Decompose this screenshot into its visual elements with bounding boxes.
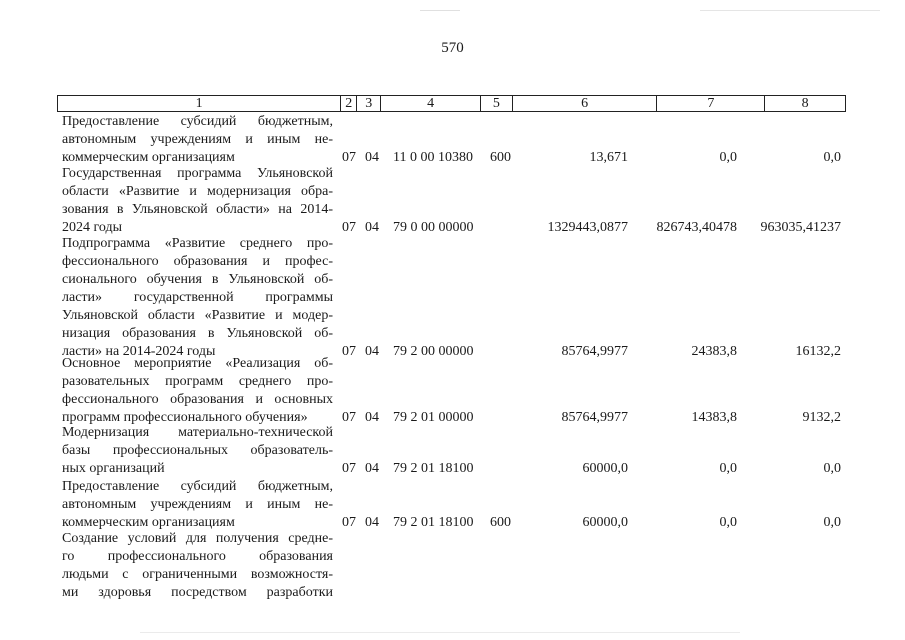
description-line: автономным учреждениям и иным не- xyxy=(62,497,333,512)
amount-col-8: 16132,2 xyxy=(795,344,841,359)
description-line: низация образования в Ульяновской об- xyxy=(62,326,333,341)
description-line: ных организаций xyxy=(62,461,165,476)
amount-col-8: 0,0 xyxy=(823,461,841,476)
header-col-3: 3 xyxy=(357,96,381,111)
subsection-code: 04 xyxy=(365,220,379,235)
subsection-code: 04 xyxy=(365,150,379,165)
description-line: коммерческим организациям xyxy=(62,515,235,530)
subsection-code: 04 xyxy=(365,461,379,476)
description-line: Ульяновской области «Развитие и модер- xyxy=(62,308,333,323)
description-line: Государственная программа Ульяновской xyxy=(62,166,333,181)
row-description xyxy=(62,355,333,427)
description-line: фессионального образования и основных xyxy=(62,392,333,407)
description-line: людьми с ограниченными возможностя- xyxy=(62,567,333,582)
description-line: программ профессионального обучения» xyxy=(62,410,308,425)
row-description xyxy=(62,530,333,602)
target-article-code: 79 2 00 00000 xyxy=(393,344,474,359)
description-line: Предоставление субсидий бюджетным, xyxy=(62,114,333,129)
target-article-code: 79 2 01 18100 xyxy=(393,461,474,476)
amount-col-7: 24383,8 xyxy=(691,344,737,359)
description-line: сионального обучения в Ульяновской об- xyxy=(62,272,333,287)
description-line: коммерческим организациям xyxy=(62,150,235,165)
amount-col-7: 0,0 xyxy=(719,515,737,530)
description-line: Подпрограмма «Развитие среднего про- xyxy=(62,236,333,251)
amount-col-6: 85764,9977 xyxy=(561,410,628,425)
scan-artifact xyxy=(140,632,740,633)
header-col-2: 2 xyxy=(341,96,357,111)
row-description xyxy=(62,478,333,532)
amount-col-7: 0,0 xyxy=(719,150,737,165)
row-description xyxy=(62,113,333,167)
section-code: 07 xyxy=(342,410,356,425)
description-line: ласти» государственной программы xyxy=(62,290,333,305)
amount-col-6: 60000,0 xyxy=(582,461,628,476)
header-col-1: 1 xyxy=(58,96,341,111)
description-line: го профессионального образования xyxy=(62,549,333,564)
description-line: ми здоровья посредством разработки xyxy=(62,585,333,600)
scan-artifact xyxy=(700,10,880,11)
description-line: Основное мероприятие «Реализация об- xyxy=(62,356,333,371)
description-line: ласти» на 2014-2024 годы xyxy=(62,344,216,359)
header-col-7: 7 xyxy=(657,96,765,111)
expense-type-code: 600 xyxy=(490,515,511,530)
description-line: фессионального образования и профес- xyxy=(62,254,333,269)
amount-col-8: 963035,41237 xyxy=(760,220,841,235)
target-article-code: 79 2 01 18100 xyxy=(393,515,474,530)
description-line: базы профессиональных образователь- xyxy=(62,443,333,458)
header-col-6: 6 xyxy=(513,96,658,111)
subsection-code: 04 xyxy=(365,344,379,359)
amount-col-7: 0,0 xyxy=(719,461,737,476)
amount-col-8: 0,0 xyxy=(823,515,841,530)
header-col-4: 4 xyxy=(381,96,481,111)
target-article-code: 79 2 01 00000 xyxy=(393,410,474,425)
subsection-code: 04 xyxy=(365,515,379,530)
description-line: Создание условий для получения средне- xyxy=(62,531,333,546)
header-col-5: 5 xyxy=(481,96,513,111)
description-line: Предоставление субсидий бюджетным, xyxy=(62,479,333,494)
page-number: 570 xyxy=(441,40,464,56)
description-line: автономным учреждениям и иным не- xyxy=(62,132,333,147)
section-code: 07 xyxy=(342,344,356,359)
amount-col-6: 60000,0 xyxy=(582,515,628,530)
section-code: 07 xyxy=(342,150,356,165)
description-line: 2024 годы xyxy=(62,220,123,235)
section-code: 07 xyxy=(342,461,356,476)
row-description xyxy=(62,424,333,478)
target-article-code: 11 0 00 10380 xyxy=(393,150,473,165)
amount-col-6: 85764,9977 xyxy=(561,344,628,359)
description-line: разовательных программ среднего про- xyxy=(62,374,333,389)
amount-col-8: 9132,2 xyxy=(802,410,841,425)
expense-type-code: 600 xyxy=(490,150,511,165)
description-line: Модернизация материально-технической xyxy=(62,425,333,440)
amount-col-6: 13,671 xyxy=(589,150,628,165)
section-code: 07 xyxy=(342,515,356,530)
amount-col-7: 826743,40478 xyxy=(656,220,737,235)
section-code: 07 xyxy=(342,220,356,235)
description-line: зования в Ульяновской области» на 2014- xyxy=(62,202,333,217)
amount-col-8: 0,0 xyxy=(823,150,841,165)
target-article-code: 79 0 00 00000 xyxy=(393,220,474,235)
header-col-8: 8 xyxy=(801,96,809,111)
table-header xyxy=(57,95,846,112)
row-description xyxy=(62,235,333,361)
amount-col-7: 14383,8 xyxy=(691,410,737,425)
row-description xyxy=(62,165,333,237)
subsection-code: 04 xyxy=(365,410,379,425)
description-line: области «Развитие и модернизация обра- xyxy=(62,184,333,199)
amount-col-6: 1329443,0877 xyxy=(547,220,628,235)
scan-artifact xyxy=(420,10,460,11)
